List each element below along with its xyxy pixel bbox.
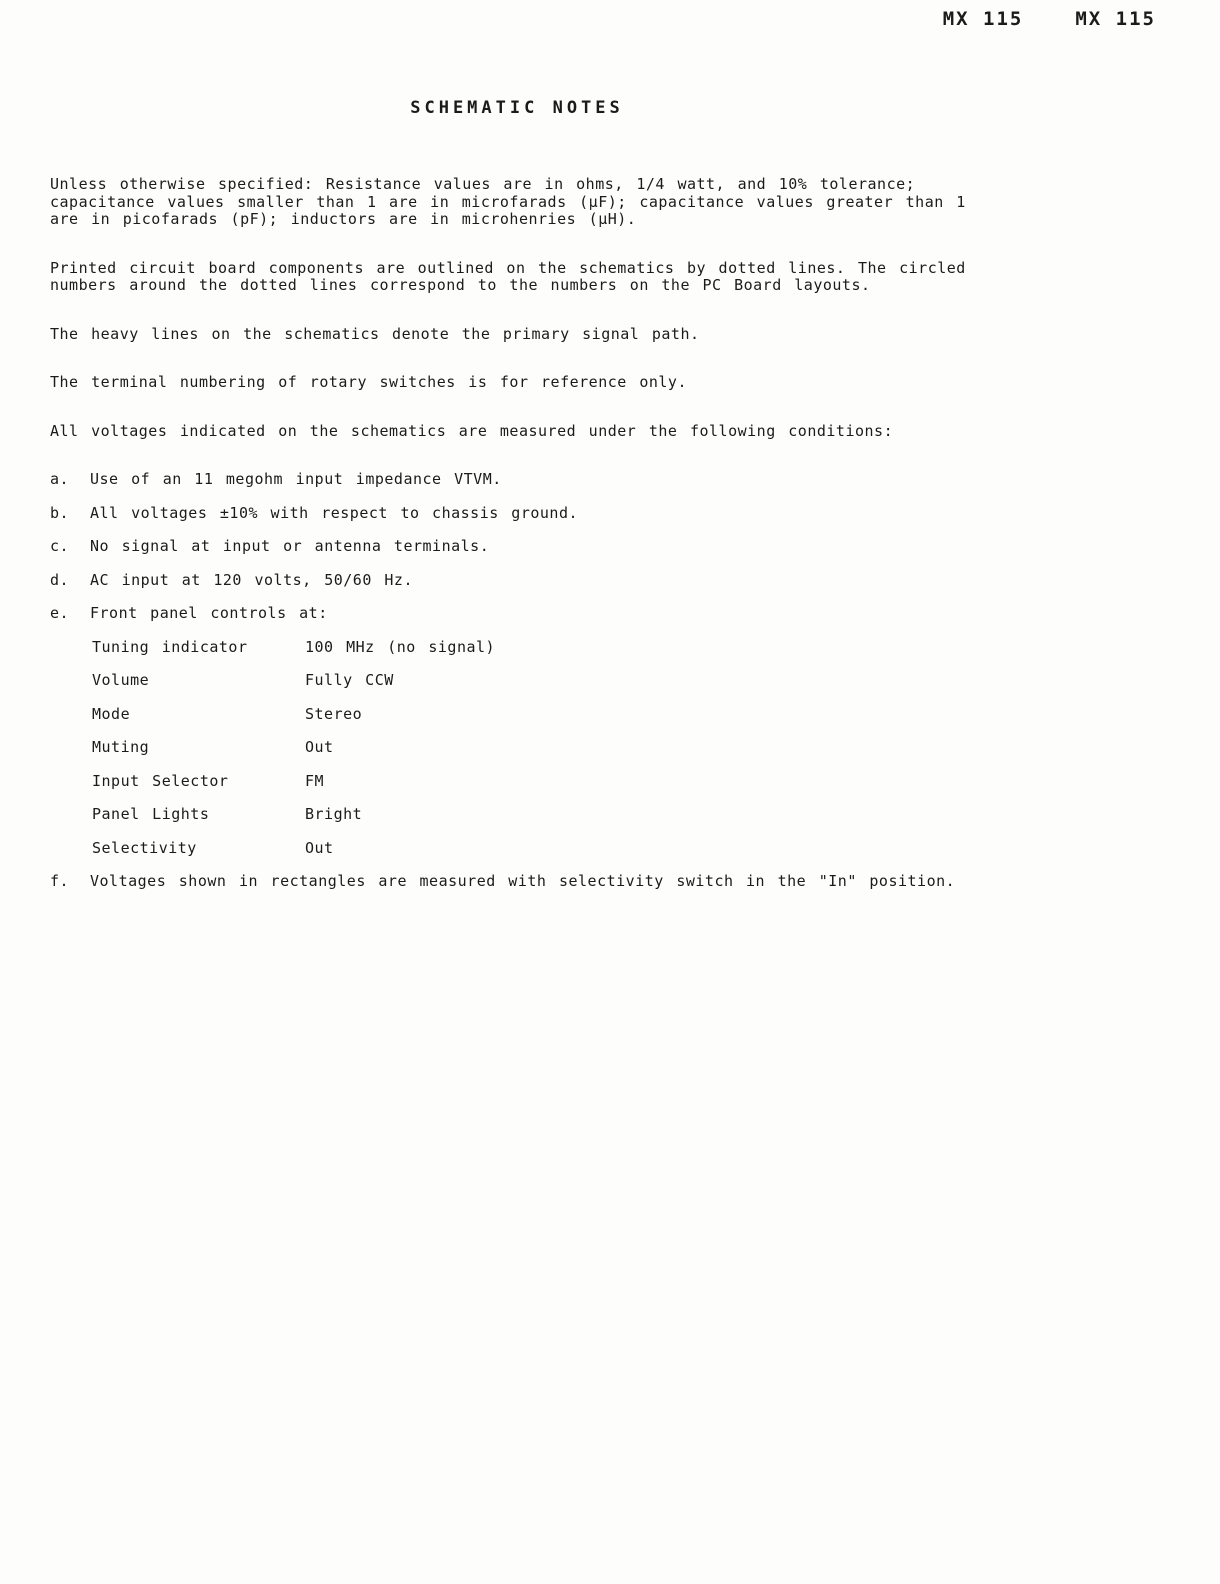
paragraph-tolerances: Unless otherwise specified: Resistance values are in ohms, 1/4 watt, and 10% tolerance; capacitance values smaller than 1 are in microfarads (µF); capacitance values greater than 1 are in picofarads (pF); inductors are in microhenries (µH).: [50, 175, 966, 228]
list-item: [50, 873, 990, 891]
control-name: Selectivity: [92, 838, 197, 857]
list-item-text: Voltages shown in rectangles are measured with selectivity switch in the "In" position.: [90, 872, 956, 890]
list-item-text: AC input at 120 volts, 50/60 Hz.: [90, 570, 413, 589]
list-item-text: Use of an 11 megohm input impedance VTVM.: [90, 470, 502, 488]
table-row: [92, 840, 990, 858]
document-header: [943, 8, 1156, 30]
table-row: [92, 639, 990, 657]
list-item-label: f.: [50, 872, 70, 890]
paragraph-terminal-numbering: The terminal numbering of rotary switches is for reference only.: [50, 373, 687, 391]
list-item-label: d.: [50, 570, 70, 589]
list-item: [50, 605, 990, 623]
list-item-text: No signal at input or antenna terminals.: [90, 537, 490, 555]
control-setting: Bright: [305, 805, 363, 823]
paragraph-pcb-outlines: Printed circuit board components are outlined on the schematics by dotted lines. The circled numbers around the dotted lines correspond to the numbers on the PC Board layouts.: [50, 258, 966, 294]
document-body: [50, 176, 990, 907]
list-item: [50, 572, 990, 590]
list-item: [50, 538, 990, 556]
list-item-text: Front panel controls at:: [90, 604, 328, 622]
table-row: [92, 706, 990, 724]
list-item: [50, 505, 990, 523]
control-name: Tuning indicator: [92, 637, 248, 656]
control-setting: Fully CCW: [305, 671, 394, 689]
control-name: Volume: [92, 671, 150, 689]
front-panel-controls-table: [92, 639, 990, 858]
control-setting: FM: [305, 771, 325, 790]
control-name: Input Selector: [92, 771, 229, 790]
control-setting: Out: [305, 838, 334, 857]
table-row: [92, 739, 990, 757]
page-title: SCHEMATIC NOTES: [410, 98, 624, 118]
model-number-left: MX 115: [942, 8, 1024, 30]
control-name: Mode: [92, 704, 131, 723]
list-item: [50, 471, 990, 489]
table-row: [92, 773, 990, 791]
list-item-label: a.: [50, 470, 70, 488]
control-setting: Out: [305, 738, 334, 756]
control-name: Panel Lights: [92, 805, 210, 823]
control-setting: 100 MHz (no signal): [305, 637, 496, 656]
table-row: [92, 672, 990, 690]
list-item-text: All voltages ±10% with respect to chassis ground.: [90, 503, 579, 522]
model-number-right: MX 115: [1075, 8, 1156, 30]
list-item-label: c.: [50, 537, 70, 555]
paragraph-heavy-lines: The heavy lines on the schematics denote the primary signal path.: [50, 324, 700, 343]
paragraph-voltage-conditions-intro: All voltages indicated on the schematics are measured under the following conditions:: [50, 421, 894, 440]
list-item-label: b.: [50, 503, 70, 522]
list-item-label: e.: [50, 604, 70, 622]
conditions-list: [50, 471, 990, 891]
control-name: Muting: [92, 738, 150, 756]
control-setting: Stereo: [305, 704, 363, 723]
table-row: [92, 806, 990, 824]
